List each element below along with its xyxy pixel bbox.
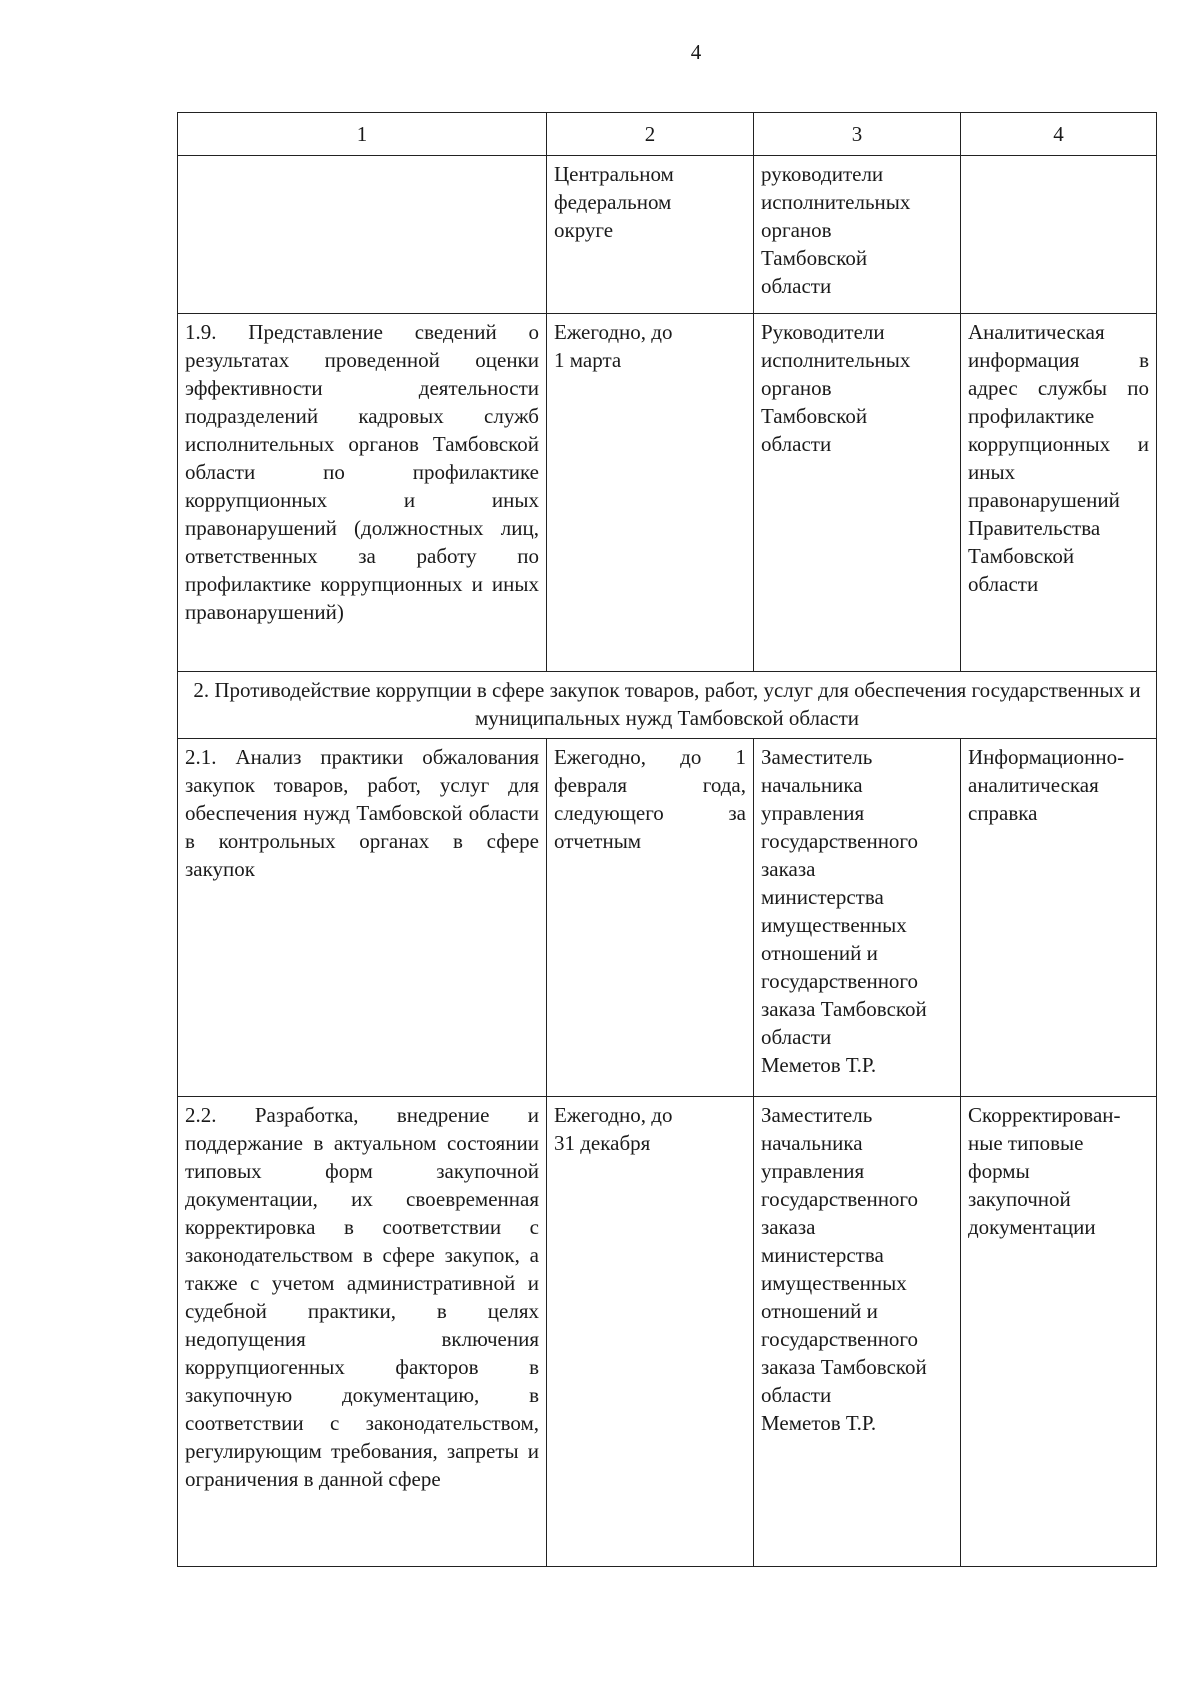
cell-activity bbox=[178, 156, 547, 314]
cell-deadline: Центральном федеральном округе bbox=[547, 156, 754, 314]
table-row-2-2 bbox=[178, 1097, 1157, 1567]
plan-table bbox=[177, 112, 1157, 1567]
table-row-1-9 bbox=[178, 314, 1157, 672]
cell-result bbox=[961, 156, 1157, 314]
cell-deadline: Ежегодно, до 1 марта bbox=[547, 314, 754, 672]
cell-activity: 2.2. Разработка, внедрение и поддержание в актуальном состоянии типовых форм закупочной документации, их своевременная корректировка в соответствии с законодательством в сфере закупок, а также с учетом административной и судебной практики, в целях недопущения включения коррупциогенных факторов в закупочную документацию, в соответствии с законодательством, регулирующим требования, запреты и ограничения в данной сфере bbox=[178, 1097, 547, 1567]
table-header-row bbox=[178, 113, 1157, 156]
table-row-continuation bbox=[178, 156, 1157, 314]
cell-result: Информационно- аналитическая справка bbox=[961, 739, 1157, 1097]
cell-responsible: Руководители исполнительных органов Тамбовской области bbox=[754, 314, 961, 672]
page-number: 4 bbox=[690, 40, 702, 64]
header-cell-3: 3 bbox=[754, 113, 961, 156]
section-heading-row bbox=[178, 672, 1157, 739]
cell-responsible: Заместитель начальника управления государственного заказа министерства имущественных отношений и государственного заказа Тамбовской области Меметов Т.Р. bbox=[754, 1097, 961, 1567]
cell-activity: 2.1. Анализ практики обжалования закупок товаров, работ, услуг для обеспечения нужд Тамбовской области в контрольных органах в сфере закупок bbox=[178, 739, 547, 1097]
section-heading-2: 2. Противодействие коррупции в сфере закупок товаров, работ, услуг для обеспечения государственных и муниципальных нужд Тамбовской области bbox=[178, 672, 1157, 739]
cell-result: Аналитическая информация в адрес службы по профилактике коррупционных и иных правонарушений Правительства Тамбовской области bbox=[961, 314, 1157, 672]
cell-result: Скорректирован- ные типовые формы закупочной документации bbox=[961, 1097, 1157, 1567]
cell-activity: 1.9. Представление сведений о результатах проведенной оценки эффективности деятельности подразделений кадровых служб исполнительных органов Тамбовской области по профилактике коррупционных и иных правонарушений (должностных лиц, ответственных за работу по профилактике коррупционных и иных правонарушений) bbox=[178, 314, 547, 672]
header-cell-4: 4 bbox=[961, 113, 1157, 156]
header-cell-2: 2 bbox=[547, 113, 754, 156]
table-row-2-1 bbox=[178, 739, 1157, 1097]
cell-responsible: Заместитель начальника управления государственного заказа министерства имущественных отношений и государственного заказа Тамбовской области Меметов Т.Р. bbox=[754, 739, 961, 1097]
cell-responsible: руководители исполнительных органов Тамбовской области bbox=[754, 156, 961, 314]
cell-deadline: Ежегодно, до 31 декабря bbox=[547, 1097, 754, 1567]
cell-deadline: Ежегодно, до 1 февраля года, следующего за отчетным bbox=[547, 739, 754, 1097]
header-cell-1: 1 bbox=[178, 113, 547, 156]
